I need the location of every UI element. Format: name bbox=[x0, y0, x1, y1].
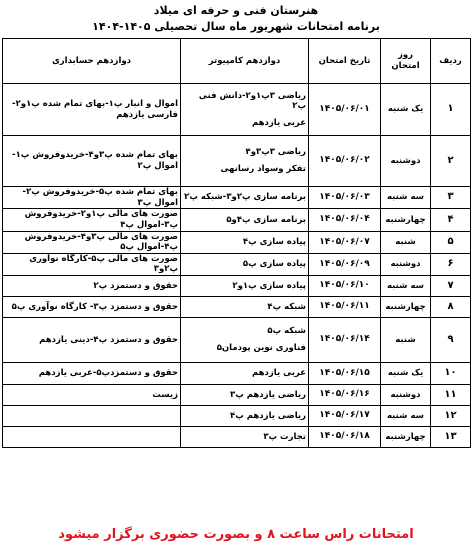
cell-computer bbox=[181, 136, 309, 187]
cell-accounting bbox=[3, 84, 181, 136]
computer-subject: شبکه پ۴ bbox=[267, 301, 306, 312]
accounting-subject: صورت های مالی پ۱و۲-خریدوفروش پ۳-اموال پ۴ bbox=[24, 209, 178, 230]
table-header-row bbox=[3, 39, 471, 84]
cell-day: دوشنبه bbox=[381, 253, 431, 275]
cell-day: چهارشنبه bbox=[381, 427, 431, 448]
computer-subject: ریاضی یازدهم پ۴ bbox=[230, 410, 306, 421]
table-row bbox=[3, 318, 471, 363]
cell-radif: ۳ bbox=[431, 187, 471, 209]
cell-date: ۱۴۰۵/۰۶/۱۵ bbox=[309, 363, 381, 385]
exam-table bbox=[2, 38, 471, 448]
computer-subject: ریاضی ۳پ۱و۲-دانش فنی پ۲ bbox=[198, 90, 306, 112]
cell-computer bbox=[181, 363, 309, 385]
cell-accounting bbox=[3, 297, 181, 318]
cell-day: چهارشنبه bbox=[381, 209, 431, 231]
cell-computer bbox=[181, 276, 309, 297]
cell-day: یک شنبه bbox=[381, 363, 431, 385]
accounting-subject: صورت های مالی پ۵-کارگاه نوآوری پ۲و۳ bbox=[29, 253, 178, 275]
cell-radif: ۹ bbox=[431, 318, 471, 363]
cell-day: سه شنبه bbox=[381, 406, 431, 427]
computer-subject: تفکر وسواد رسانهی bbox=[220, 164, 306, 174]
cell-date: ۱۴۰۵/۰۶/۰۲ bbox=[309, 136, 381, 187]
table-row bbox=[3, 385, 471, 406]
computer-subject: تجارت پ۳ bbox=[263, 431, 306, 442]
table-row bbox=[3, 231, 471, 253]
cell-accounting bbox=[3, 406, 181, 427]
table-row bbox=[3, 187, 471, 209]
cell-computer bbox=[181, 297, 309, 318]
header-computer: دوازدهم کامپیوتر bbox=[181, 39, 309, 84]
table-row bbox=[3, 84, 471, 136]
cell-radif: ۶ bbox=[431, 253, 471, 275]
accounting-subject: زیست bbox=[152, 389, 178, 400]
cell-accounting bbox=[3, 385, 181, 406]
accounting-subject: حقوق و دستمزد پ۲ bbox=[93, 280, 178, 291]
cell-date: ۱۴۰۵/۰۶/۱۴ bbox=[309, 318, 381, 363]
cell-day: دوشنبه bbox=[381, 385, 431, 406]
table-row bbox=[3, 363, 471, 385]
cell-computer bbox=[181, 209, 309, 231]
cell-accounting bbox=[3, 276, 181, 297]
cell-radif: ۸ bbox=[431, 297, 471, 318]
cell-accounting bbox=[3, 187, 181, 209]
cell-date: ۱۴۰۵/۰۶/۱۸ bbox=[309, 427, 381, 448]
cell-date: ۱۴۰۵/۰۶/۱۶ bbox=[309, 385, 381, 406]
cell-accounting bbox=[3, 363, 181, 385]
header-accounting: دوازدهم حسابداری bbox=[3, 39, 181, 84]
accounting-subject: حقوق و دستمزد پ۳- کارگاه نوآوری پ۵ bbox=[11, 301, 178, 312]
computer-subject: برنامه سازی پ۲و۳-شبکه پ۲ bbox=[184, 192, 306, 203]
cell-day: یک شنبه bbox=[381, 84, 431, 136]
cell-accounting bbox=[3, 318, 181, 363]
accounting-subject: بهای تمام شده پ۵-خریدوفروش پ۲-اموال پ۳ bbox=[22, 187, 178, 208]
cell-day: سه شنبه bbox=[381, 276, 431, 297]
computer-subject: عربی یازدهم bbox=[251, 368, 306, 379]
table-row bbox=[3, 297, 471, 318]
table-row bbox=[3, 136, 471, 187]
computer-subject: فناوری نوین پودمان۵ bbox=[216, 343, 306, 353]
cell-computer bbox=[181, 253, 309, 275]
cell-accounting bbox=[3, 253, 181, 275]
table-row bbox=[3, 406, 471, 427]
table-row bbox=[3, 276, 471, 297]
cell-date: ۱۴۰۵/۰۶/۰۴ bbox=[309, 209, 381, 231]
computer-subject: پیاده سازی پ۴ bbox=[242, 236, 306, 247]
cell-day: شنبه bbox=[381, 318, 431, 363]
cell-day: شنبه bbox=[381, 231, 431, 253]
cell-radif: ۷ bbox=[431, 276, 471, 297]
computer-subject: ریاضی یازدهم پ۳ bbox=[230, 389, 306, 400]
cell-radif: ۴ bbox=[431, 209, 471, 231]
cell-computer bbox=[181, 427, 309, 448]
cell-radif: ۱۳ bbox=[431, 427, 471, 448]
table-row bbox=[3, 253, 471, 275]
cell-radif: ۱۱ bbox=[431, 385, 471, 406]
accounting-subject: بهای تمام شده پ۳و۴-خریدوفروش پ۱-اموال پ۲ bbox=[12, 150, 178, 171]
computer-subject: برنامه سازی پ۴و۵ bbox=[226, 214, 306, 225]
header-radif: ردیف bbox=[431, 39, 471, 84]
cell-computer bbox=[181, 385, 309, 406]
cell-day: چهارشنبه bbox=[381, 297, 431, 318]
cell-radif: ۱۰ bbox=[431, 363, 471, 385]
cell-computer bbox=[181, 231, 309, 253]
computer-subject: پیاده سازی پ۵ bbox=[242, 259, 306, 270]
accounting-subject: حقوق و دستمزدپ۵-عربی یازدهم bbox=[38, 368, 178, 379]
cell-date: ۱۴۰۵/۰۶/۰۷ bbox=[309, 231, 381, 253]
cell-radif: ۱ bbox=[431, 84, 471, 136]
computer-subject: پیاده سازی پ۱و۲ bbox=[232, 280, 306, 291]
cell-date: ۱۴۰۵/۰۶/۰۱ bbox=[309, 84, 381, 136]
footer-note: امتحانات راس ساعت ۸ و بصورت حضوری برگزار میشود bbox=[58, 527, 414, 542]
cell-computer bbox=[181, 187, 309, 209]
cell-accounting bbox=[3, 209, 181, 231]
cell-date: ۱۴۰۵/۰۶/۰۳ bbox=[309, 187, 381, 209]
table-row bbox=[3, 427, 471, 448]
computer-subject: ریاضی ۳پ۳و۴ bbox=[245, 147, 306, 158]
cell-computer bbox=[181, 406, 309, 427]
cell-date: ۱۴۰۵/۰۶/۱۷ bbox=[309, 406, 381, 427]
schedule-title: برنامه امتحانات شهریور ماه سال تحصیلی ۱۴۰۵-۱۴۰۴ bbox=[92, 20, 380, 33]
cell-accounting bbox=[3, 427, 181, 448]
cell-date: ۱۴۰۵/۰۶/۰۹ bbox=[309, 253, 381, 275]
cell-day: سه شنبه bbox=[381, 187, 431, 209]
cell-computer bbox=[181, 84, 309, 136]
header-date: تاریخ امتحان bbox=[309, 39, 381, 84]
accounting-subject: صورت های مالی پ۳و۴-خریدوفروش پ۴-اموال پ۵ bbox=[24, 231, 178, 253]
cell-date: ۱۴۰۵/۰۶/۱۰ bbox=[309, 276, 381, 297]
table-body bbox=[3, 84, 471, 448]
accounting-subject: اموال و انبار پ۱-بهای تمام شده پ۱و۲-فارسی یازدهم bbox=[12, 98, 178, 120]
cell-accounting bbox=[3, 231, 181, 253]
cell-radif: ۱۲ bbox=[431, 406, 471, 427]
cell-day: دوشنبه bbox=[381, 136, 431, 187]
cell-accounting bbox=[3, 136, 181, 187]
computer-subject: عربی یازدهم bbox=[251, 117, 306, 128]
cell-radif: ۵ bbox=[431, 231, 471, 253]
accounting-subject: حقوق و دستمزد پ۴-دینی یازدهم bbox=[39, 334, 178, 345]
school-name: هنرستان فنی و حرفه ای میلاد bbox=[153, 4, 319, 17]
cell-date: ۱۴۰۵/۰۶/۱۱ bbox=[309, 297, 381, 318]
cell-radif: ۲ bbox=[431, 136, 471, 187]
table-row bbox=[3, 209, 471, 231]
header-day: روز امتحان bbox=[381, 39, 431, 84]
cell-computer bbox=[181, 318, 309, 363]
computer-subject: شبکه پ۵ bbox=[267, 326, 306, 337]
